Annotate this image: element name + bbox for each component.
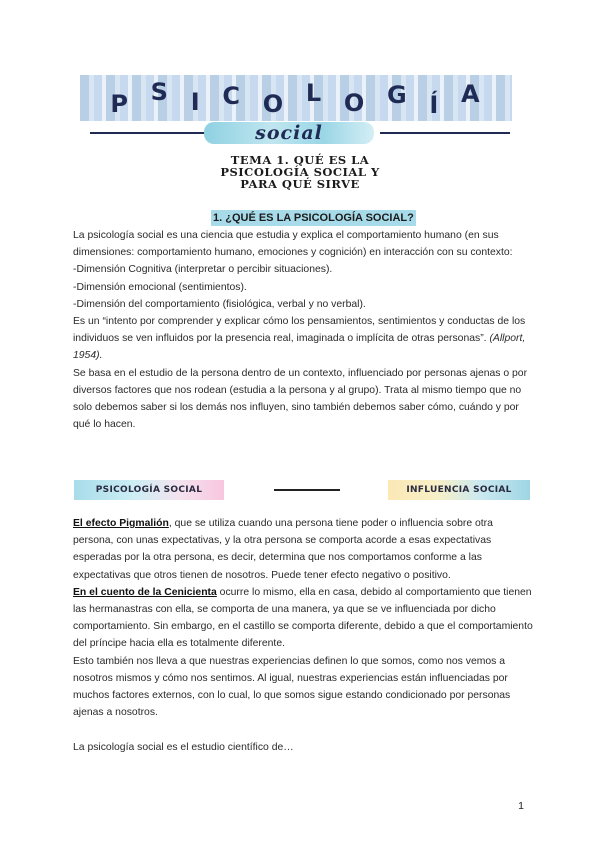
topic-title-line: TEMA 1. QUÉ ES LA <box>230 153 370 167</box>
dimension-item: -Dimensión del comportamiento (fisiológica, verbal y no verbal). <box>73 298 366 310</box>
pigmalion-term: El efecto Pigmalión <box>73 518 169 529</box>
title-letter: G <box>386 81 409 109</box>
title-letter: L <box>305 79 324 107</box>
pigmalion-text: , que se utiliza cuando una persona tiene poder o influencia sobre otra persona, con unas expectativas, y la otra persona se comporta acorde a esas expectativas esperadas por la otra persona, es decir, determina que nos comportamos conforme a las expectativas que otros tienen de nosotros. Puede tener efecto negativo o positivo. <box>73 518 493 581</box>
quote-text: Es un “intento por comprender y explicar cómo los pensamientos, sentimientos y conductas de los individuos se ven influidos por la presencia real, imaginada o implícita de otras personas”. <box>73 316 526 345</box>
title-letter: I <box>190 88 202 116</box>
subtitle-rule-right <box>380 132 510 134</box>
title-letter: P <box>110 90 130 118</box>
paragraph: La psicología social es una ciencia que estudia y explica el comportamiento humano (en sus dimensiones: comportamiento humano, emociones y cognición) en interacción con su contexto: <box>73 230 513 259</box>
subtitle-badge <box>204 122 374 144</box>
label-influencia-social: INFLUENCIA SOCIAL <box>388 480 530 500</box>
cenicienta-text: ocurre lo mismo, ella en casa, debido al comportamiento que tienen las hermanastras con ella, se comporta de una manera, ya que se ve influenciada por dicho comportamiento. Sin embargo, en el castillo se comporta diferente, debido a que el comportamiento del príncipe hacia ella es totalmente diferente. <box>73 586 533 650</box>
section-1-body <box>73 227 533 433</box>
citation: (Allport, 1954). <box>73 333 526 362</box>
connector-line <box>274 489 340 491</box>
subtitle-rule-left <box>90 132 204 134</box>
title-banner <box>80 75 512 121</box>
topic-title-line: PARA QUÉ SIRVE <box>240 177 360 191</box>
cenicienta-paragraph <box>73 584 533 653</box>
dimension-item: -Dimensión emocional (sentimientos). <box>73 281 247 293</box>
section-heading: 1. ¿QUÉ ES LA PSICOLOGÍA SOCIAL? <box>213 212 414 224</box>
page-number: 1 <box>518 800 524 812</box>
label-psicologia-social: PSICOLOGÍA SOCIAL <box>74 480 224 500</box>
cenicienta-term: En el cuento de la Cenicienta <box>73 586 217 598</box>
title-letter: Í <box>429 91 441 119</box>
title-letter: C <box>222 82 242 110</box>
title-letter: S <box>150 78 170 106</box>
topic-title-line: PSICOLOGÍA SOCIAL Y <box>220 165 380 179</box>
subtitle: social <box>255 122 323 144</box>
final-paragraph: La psicología social es el estudio científico de… <box>73 742 294 753</box>
section-2-body <box>73 515 533 721</box>
dimension-item: -Dimensión Cognitiva (interpretar o percibir situaciones). <box>73 264 333 276</box>
title-letter: O <box>262 90 286 118</box>
pigmalion-paragraph <box>73 515 533 584</box>
title-letter: A <box>461 80 482 108</box>
paragraph: Esto también nos lleva a que nuestras experiencias definen lo que somos, como nos vemos a nosotros mismos y cómo nos sentimos. Al igual, nuestras experiencias están influenciadas por muchos factores externos, con lo cual, lo que somos sigue estando condicionado por personas ajenas a nosotros. <box>73 655 511 719</box>
paragraph: Se basa en el estudio de la persona dentro de un contexto, influenciado por personas ajenas o por diversos factores que nos rodean (estudia a la persona y al grupo). Trata al mismo tiempo que no solo debemos saber si los demás nos influyen, sino también debemos saber cómo, cuándo y por qué lo hacen. <box>73 367 528 431</box>
title-letter: O <box>343 89 367 117</box>
quote-paragraph <box>73 313 533 365</box>
topic-title <box>160 154 440 190</box>
